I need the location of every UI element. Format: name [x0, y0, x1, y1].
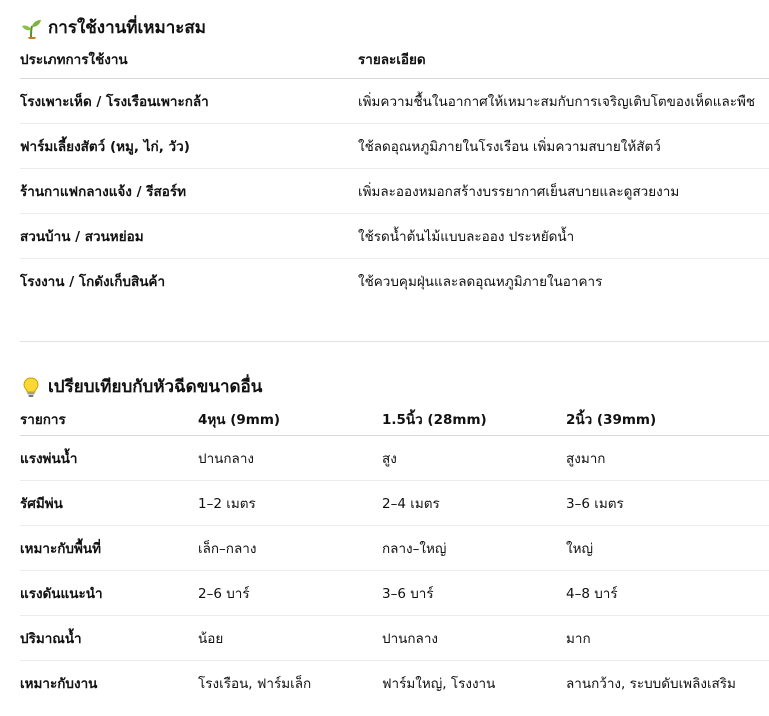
- table-cell: โรงเรือน, ฟาร์มเล็ก: [198, 676, 312, 692]
- column-header: ประเภทการใช้งาน: [20, 40, 358, 79]
- row-label-cell: เหมาะกับงาน: [20, 676, 98, 692]
- table-header-row: [20, 403, 769, 436]
- table-row: [20, 79, 769, 124]
- table-cell: ปานกลาง: [382, 616, 566, 661]
- column-header: 4หุน (9mm): [198, 403, 382, 436]
- table-cell: ใหญ่: [566, 526, 769, 571]
- usage-type-cell: ฟาร์มเลี้ยงสัตว์ (หมู, ไก่, วัว): [20, 124, 358, 169]
- usage-type-cell: โรงเพาะเห็ด / โรงเรือนเพาะกล้า: [20, 79, 358, 124]
- table-cell: ฟาร์มใหญ่, โรงงาน: [382, 676, 496, 692]
- table-header-row: [20, 40, 769, 79]
- section1-title: การใช้งานที่เหมาะสม: [48, 18, 206, 38]
- table-row: [20, 616, 769, 661]
- usage-detail-cell: เพิ่มละอองหมอกสร้างบรรยากาศเย็นสบายและดูสวยงาม: [358, 169, 769, 214]
- table-cell: เล็ก–กลาง: [198, 526, 382, 571]
- table-row: [20, 169, 769, 214]
- usage-detail-cell: ใช้ควบคุมฝุ่นและลดอุณหภูมิภายในอาคาร: [358, 274, 603, 290]
- column-header: 2นิ้ว (39mm): [566, 403, 769, 436]
- usage-type-cell: สวนบ้าน / สวนหย่อม: [20, 214, 358, 259]
- table-cell: ปานกลาง: [198, 436, 382, 481]
- row-label-cell: แรงดันแนะนำ: [20, 571, 198, 616]
- column-header: รายการ: [20, 403, 198, 436]
- column-header: 1.5นิ้ว (28mm): [382, 403, 566, 436]
- table-cell: น้อย: [198, 616, 382, 661]
- table-cell: 2–4 เมตร: [382, 481, 566, 526]
- usage-type-cell: โรงงาน / โกดังเก็บสินค้า: [20, 274, 166, 290]
- usage-detail-cell: ใช้ลดอุณหภูมิภายในโรงเรือน เพิ่มความสบายให้สัตว์: [358, 124, 769, 169]
- table-cell: 2–6 บาร์: [198, 571, 382, 616]
- table-cell: ลานกว้าง, ระบบดับเพลิงเสริม: [566, 676, 736, 692]
- light-bulb-icon: [20, 376, 42, 398]
- table-row: [20, 214, 769, 259]
- usage-type-cell: ร้านกาแฟกลางแจ้ง / รีสอร์ท: [20, 169, 358, 214]
- row-label-cell: เหมาะกับพื้นที่: [20, 526, 198, 571]
- comparison-table: [20, 403, 769, 705]
- sprout-icon: [20, 17, 42, 39]
- row-label-cell: รัศมีพ่น: [20, 481, 198, 526]
- table-row: [20, 481, 769, 526]
- row-label-cell: ปริมาณน้ำ: [20, 616, 198, 661]
- section1-heading: [20, 14, 206, 41]
- table-cell: กลาง–ใหญ่: [382, 526, 566, 571]
- table-row: [20, 259, 769, 304]
- table-cell: สูงมาก: [566, 436, 769, 481]
- section2-title: เปรียบเทียบกับหัวฉีดขนาดอื่น: [48, 377, 263, 397]
- table-cell: 3–6 บาร์: [382, 571, 566, 616]
- table-row: [20, 436, 769, 481]
- usage-detail-cell: เพิ่มความชื้นในอากาศให้เหมาะสมกับการเจริญเติบโตของเห็ดและพืช: [358, 79, 769, 124]
- usage-detail-cell: ใช้รดน้ำต้นไม้แบบละออง ประหยัดน้ำ: [358, 214, 769, 259]
- table-cell: 4–8 บาร์: [566, 571, 769, 616]
- section2-heading: [20, 373, 262, 400]
- column-header: รายละเอียด: [358, 40, 769, 79]
- table-row: [20, 526, 769, 571]
- row-label-cell: แรงพ่นน้ำ: [20, 436, 198, 481]
- table-cell: สูง: [382, 436, 566, 481]
- table-row: [20, 571, 769, 616]
- table-cell: มาก: [566, 616, 769, 661]
- usage-table: [20, 40, 769, 303]
- section-divider: [20, 341, 769, 342]
- table-row: [20, 661, 769, 706]
- table-row: [20, 124, 769, 169]
- table-cell: 1–2 เมตร: [198, 481, 382, 526]
- table-cell: 3–6 เมตร: [566, 481, 769, 526]
